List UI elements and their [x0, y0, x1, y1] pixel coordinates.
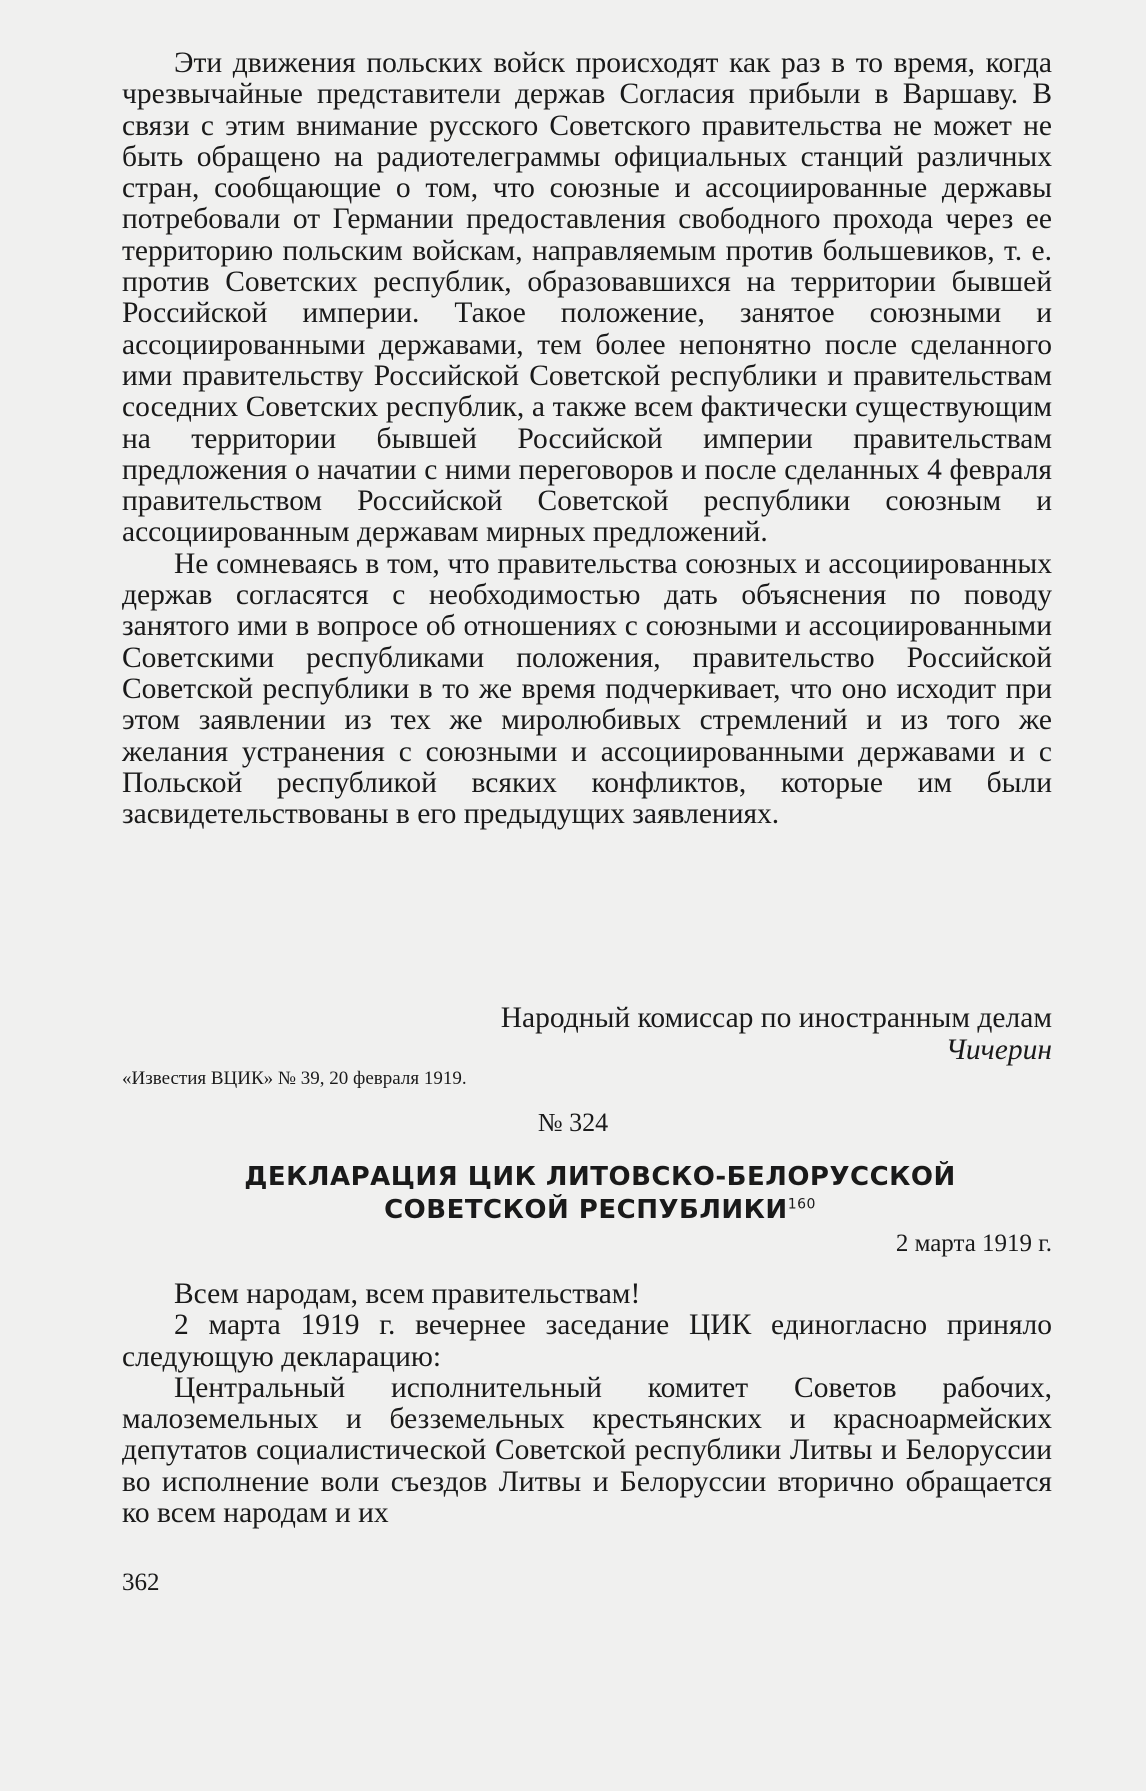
- title-line-1: ДЕКЛАРАЦИЯ ЦИК ЛИТОВСКО-БЕЛОРУССКОЙ: [244, 1162, 956, 1192]
- signature-title: Народный комиссар по иностранным делам: [500, 1002, 1052, 1034]
- footnote-reference: 160: [787, 1196, 816, 1213]
- declaration-text: [122, 1279, 1052, 1529]
- declaration-paragraph-1: Всем народам, всем правительствам!: [174, 1278, 641, 1310]
- paragraph-1: Эти движения польских войск происходят как раз в то время, когда чрезвычайные представители держав Согласия прибыли в Варшаву. В связи с этим внимание русского Советского правительства не может не быть обращено на радиотелеграммы официальных станций различных стран, сообщающие о том, что союзные и ассоциированные державы потребовали от Германии предоставления свободного прохода через ее территорию польским войскам, направляемым против большевиков, т. е. против Советских республик, образовавшихся на территории бывшей Российской империи. Такое положение, занятое союзными и ассоциированными державами, тем более непонятно после сделанного ими правительству Российской Советской республики и правительствам соседних Советских республик, а также всем фактически существующим на территории бывшей Российской империи правительствам предложения о начатии с ними переговоров и после сделанных 4 февраля правительством Российской Советской республики союзным и ассоциированным державам мирных предложений.: [122, 47, 1052, 549]
- source-citation: «Известия ВЦИК» № 39, 20 февраля 1919.: [122, 1068, 467, 1089]
- document-number: № 324: [537, 1108, 609, 1137]
- document-title: [200, 1161, 1000, 1227]
- document-date: 2 марта 1919 г.: [895, 1230, 1052, 1257]
- title-line-2: [200, 1194, 1000, 1227]
- signature-name: Чичерин: [945, 1034, 1052, 1066]
- main-text: [122, 48, 1052, 830]
- declaration-paragraph-3: Центральный исполнительный комитет Советов рабочих, малоземельных и безземельных крестьянских и красноармейских депутатов социалистической Советской республики Литвы и Белоруссии во исполнение воли съездов Литвы и Белоруссии вторично обращается ко всем народам и их: [122, 1371, 1052, 1530]
- signature-block: [501, 1002, 1052, 1066]
- page-number: 362: [122, 1569, 160, 1596]
- paragraph-2: Не сомневаясь в том, что правительства союзных и ассоциированных держав согласятся с необходимостью дать объяснения по поводу занятого ими в вопросе об отношениях с союзными и ассоциированными Советскими республиками положения, правительство Российской Советской республики в то же время подчеркивает, что оно исходит при этом заявлении из тех же миролюбивых стремлений и из того же желания устранения с союзными и ассоциированными державами и с Польской республикой всяких конфликтов, которые им были засвидетельствованы в его предыдущих заявлениях.: [122, 547, 1052, 831]
- declaration-paragraph-2: 2 марта 1919 г. вечернее заседание ЦИК единогласно приняло следующую декларацию:: [122, 1309, 1052, 1373]
- title-line-2-text: СОВЕТСКОЙ РЕСПУБЛИКИ: [384, 1195, 788, 1225]
